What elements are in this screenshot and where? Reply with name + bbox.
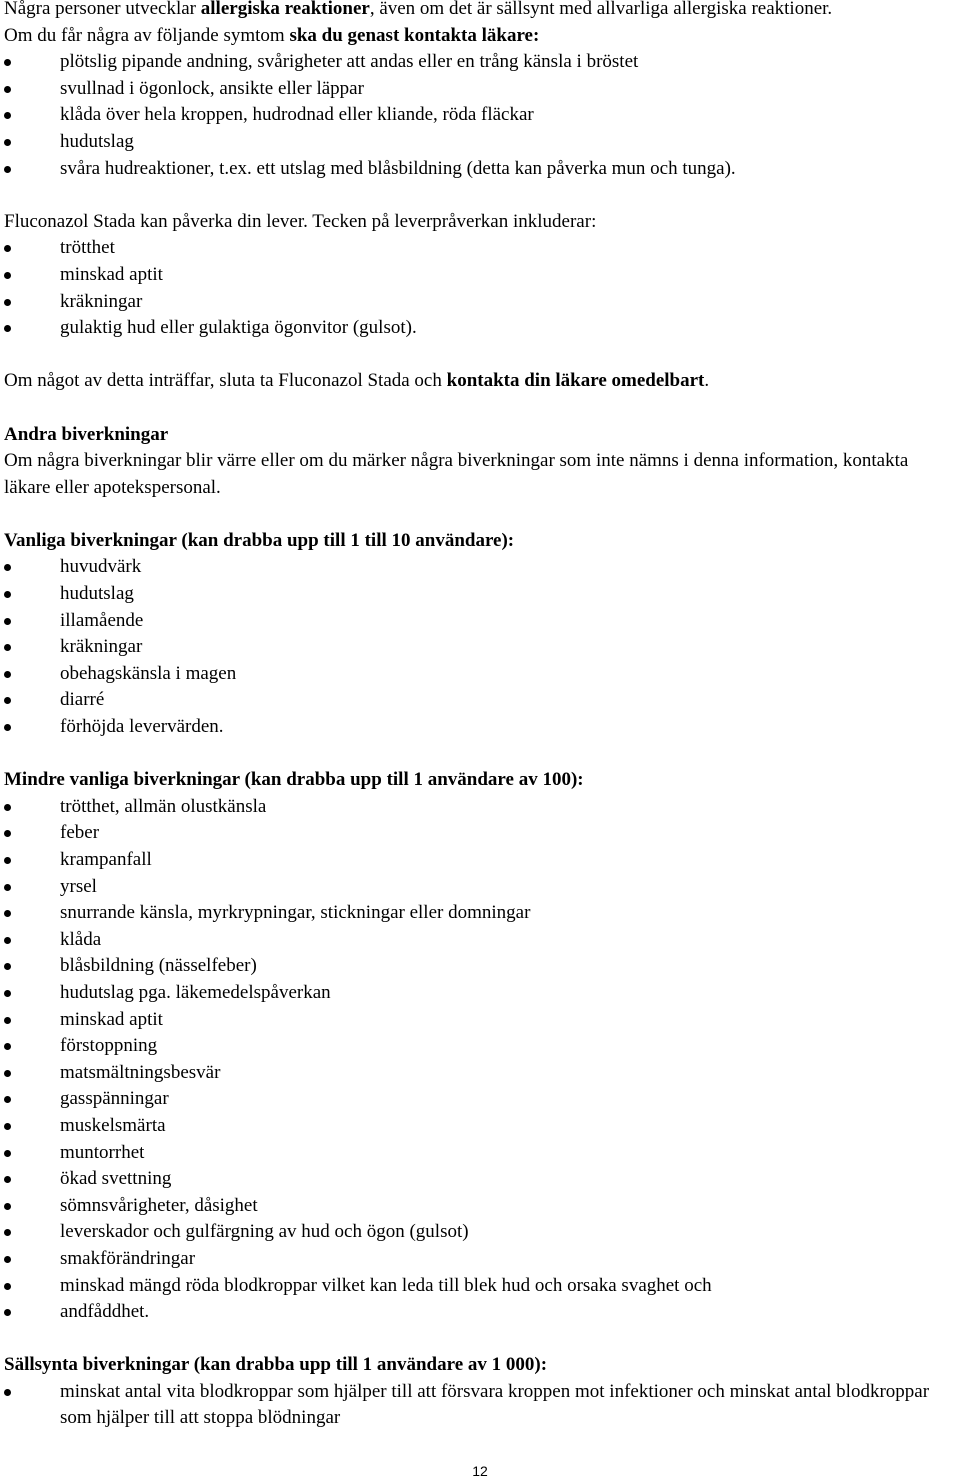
stop-text: Om något av detta inträffar, sluta ta Fluconazol Stada och	[4, 370, 447, 392]
list-item: trötthet, allmän olustkänsla	[4, 794, 954, 821]
list-item: feber	[4, 820, 954, 847]
list-item: hudutslag	[4, 129, 954, 156]
list-item: plötslig pipande andning, svårigheter att andas eller en trång känsla i bröstet	[4, 49, 954, 76]
list-item: muntorrhet	[4, 1140, 954, 1167]
list-item: kräkningar	[4, 634, 954, 661]
list-item: förhöjda levervärden.	[4, 714, 954, 741]
list-item: yrsel	[4, 874, 954, 901]
list-item: krampanfall	[4, 847, 954, 874]
list-item: muskelsmärta	[4, 1113, 954, 1140]
uncommon-side-effects-list	[4, 794, 954, 1326]
contact-doctor-emphasis: ska du genast kontakta läkare:	[289, 24, 540, 46]
contact-doctor-now-emphasis: kontakta din läkare omedelbart	[446, 370, 705, 392]
liver-lead: Fluconazol Stada kan påverka din lever. Tecken på leverpråverkan inkluderar:	[4, 210, 597, 232]
page-number: 12	[472, 1463, 488, 1479]
list-item: ökad svettning	[4, 1166, 954, 1193]
other-side-effects-text: Om några biverkningar blir värre eller om du märker några biverkningar som inte nämns i denna information, kontakta läkare eller apotekspersonal.	[4, 450, 909, 498]
list-item: illamående	[4, 608, 954, 635]
list-item: klåda	[4, 927, 954, 954]
intro-symptoms-text: Om du får några av följande symtom	[4, 24, 290, 46]
document-page	[4, 0, 954, 1432]
common-side-effects-heading	[4, 528, 954, 555]
rare-side-effects-list	[4, 1379, 954, 1432]
list-item: kräkningar	[4, 289, 954, 316]
liver-symptom-list	[4, 235, 954, 341]
heading-text: Sällsynta biverkningar (kan drabba upp till 1 användare av 1 000):	[4, 1354, 548, 1376]
list-item: klåda över hela kroppen, hudrodnad eller kliande, röda fläckar	[4, 102, 954, 129]
common-side-effects-list	[4, 554, 954, 740]
list-item: hudutslag	[4, 581, 954, 608]
list-item: trötthet	[4, 235, 954, 262]
intro-line-1	[4, 0, 954, 23]
list-item: minskad mängd röda blodkroppar vilket kan leda till blek hud och orsaka svaghet och	[4, 1273, 954, 1300]
other-side-effects-heading	[4, 422, 954, 449]
list-item: blåsbildning (nässelfeber)	[4, 953, 954, 980]
list-item: hudutslag pga. läkemedelspåverkan	[4, 980, 954, 1007]
list-item: förstoppning	[4, 1033, 954, 1060]
list-item: minskat antal vita blodkroppar som hjälper till att försvara kroppen mot infektioner och minskat antal blodkroppar som hjälper till att stoppa blödningar	[4, 1379, 954, 1432]
allergic-reactions-emphasis: allergiska reaktioner	[200, 0, 370, 19]
uncommon-side-effects-heading	[4, 767, 954, 794]
stop-period: .	[704, 370, 710, 392]
list-item: svullnad i ögonlock, ansikte eller läppar	[4, 76, 954, 103]
list-item: snurrande känsla, myrkrypningar, stickningar eller domningar	[4, 900, 954, 927]
list-item: obehagskänsla i magen	[4, 661, 954, 688]
list-item: huvudvärk	[4, 554, 954, 581]
list-item: gulaktig hud eller gulaktiga ögonvitor (gulsot).	[4, 315, 954, 342]
intro-line-2	[4, 23, 954, 50]
heading-text: Vanliga biverkningar (kan drabba upp till 1 till 10 användare):	[4, 529, 515, 551]
list-item: diarré	[4, 687, 954, 714]
list-item: smakförändringar	[4, 1246, 954, 1273]
list-item: gasspänningar	[4, 1086, 954, 1113]
allergy-symptom-list	[4, 49, 954, 182]
intro-text: Några personer utvecklar	[4, 0, 201, 19]
rare-side-effects-heading	[4, 1352, 954, 1379]
heading-text: Andra biverkningar	[4, 423, 169, 445]
list-item: matsmältningsbesvär	[4, 1060, 954, 1087]
list-item: leverskador och gulfärgning av hud och ögon (gulsot)	[4, 1219, 954, 1246]
intro-text-end: , även om det är sällsynt med allvarliga allergiska reaktioner.	[369, 0, 833, 19]
list-item: minskad aptit	[4, 262, 954, 289]
list-item: sömnsvårigheter, dåsighet	[4, 1193, 954, 1220]
list-item: svåra hudreaktioner, t.ex. ett utslag med blåsbildning (detta kan påverka mun och tunga).	[4, 156, 954, 183]
list-item: minskad aptit	[4, 1007, 954, 1034]
list-item: andfåddhet.	[4, 1299, 954, 1326]
stop-instruction	[4, 368, 954, 395]
heading-text: Mindre vanliga biverkningar (kan drabba upp till 1 användare av 100):	[4, 769, 584, 791]
